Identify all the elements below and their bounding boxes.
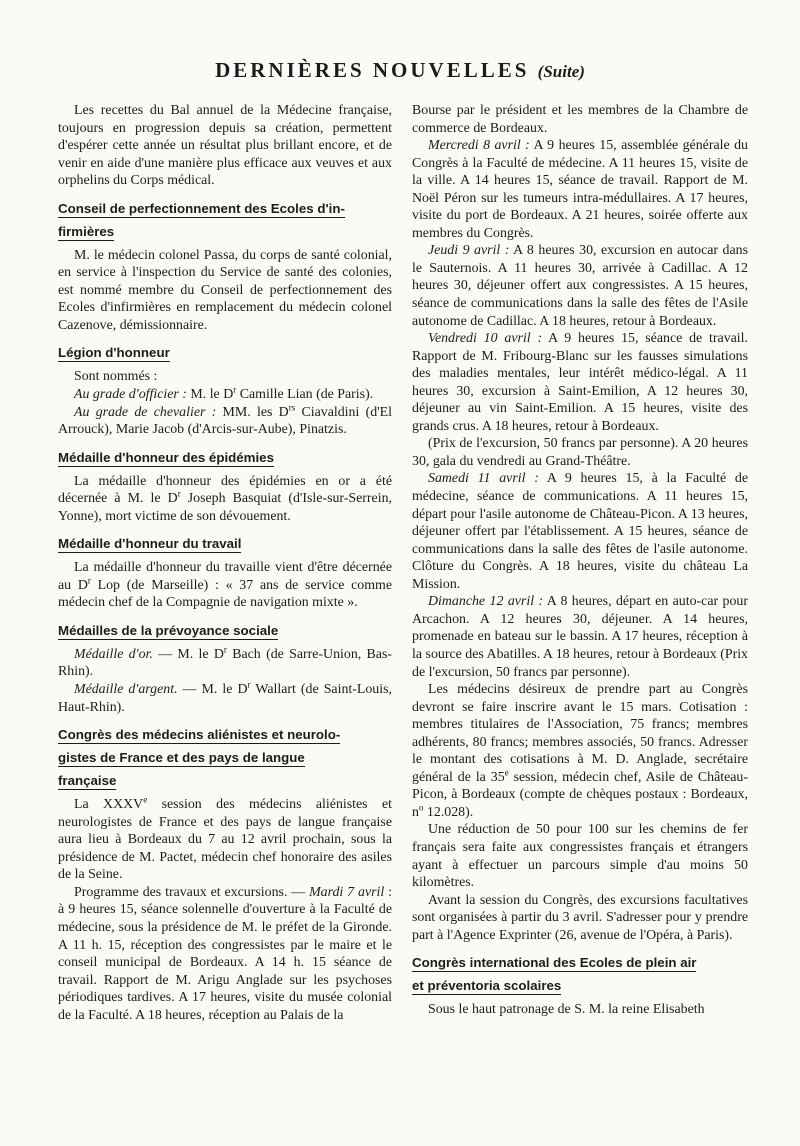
paragraph-legion-intro: Sont nommés :	[74, 369, 158, 385]
legion-officier-text-b: Camille Lian (de Paris).	[236, 387, 374, 403]
heading-prevoyance-text: Médailles de la prévoyance sociale	[58, 622, 279, 638]
programme-day: Mardi 7 avril	[309, 884, 385, 900]
cotisation-sup: e	[504, 767, 509, 778]
prevoyance-or-sup: r	[223, 644, 227, 655]
paragraph-bourse: Bourse par le président et les membres de la Chambre de commerce de Bordeaux.	[412, 103, 748, 136]
paragraph-jeudi	[412, 242, 748, 330]
heading-congres-line1: Congrès des médecins aliénistes et neurolo-	[58, 727, 341, 743]
jeudi-label: Jeudi 9 avril :	[428, 243, 510, 259]
prevoyance-argent-text-b: Wallart (de Saint-Louis, Haut-Rhin).	[58, 682, 392, 715]
paragraph-conseil: M. le médecin colonel Passa, du corps de santé colonial, en service à l'inspection du Service de santé des colonies, est nommé membre du Conseil de perfectionnement des Ecoles d'infirmières en remplacement du médecin colonel Cazenove, démissionnaire.	[58, 247, 392, 333]
paragraph-mercredi	[412, 137, 748, 242]
prevoyance-or-label: Médaille d'or.	[74, 646, 153, 662]
legion-chevalier-text-b: Ciavaldini (d'El Arrouck), Marie Jacob (d'Arcis-sur-Aube), Pinatzis.	[58, 404, 393, 438]
heading-congres-line2: gistes de France et des pays de langue	[58, 750, 305, 766]
paragraph-avant: Avant la session du Congrès, des excursions facultatives sont organisées à partir du 3 avril. S'adresser pour y prendre part à l'Agence Exprinter (26, avenue de l'Opéra, à Paris).	[412, 892, 748, 943]
paragraph-travail	[58, 559, 392, 612]
heading-prevoyance	[58, 619, 392, 642]
paragraph-congres	[58, 796, 392, 884]
paragraph-dimanche	[412, 593, 748, 681]
paragraph-samedi	[412, 470, 748, 593]
samedi-text: A 9 heures 15, à la Faculté de médecine, séance de communications. A 11 heures 15, départ pour l'asile autonome de Château-Picon. A 13 heures, déjeuner offert par l'établissement. A 15 heures, séance de communications dans la salle des fêtes de l'asile autonome. Clôture du Congrès. A 18 heures, visite du château La Mission.	[412, 471, 749, 592]
heading-plein-air-line1: Congrès international des Ecoles de plein air	[412, 955, 697, 971]
travail-text-a: La médaille d'honneur du travaille vient d'être décernée au D	[58, 560, 392, 593]
congres-text-a: La XXXV	[74, 797, 144, 813]
heading-congres-line3: française	[58, 773, 117, 789]
paragraph-patronage: Sous le haut patronage de S. M. la reine Elisabeth	[428, 1002, 705, 1018]
epidemies-text-a: La médaille d'honneur des épidémies en or a été décernée à M. le D	[58, 473, 392, 507]
prevoyance-or-text-a: — M. le D	[152, 646, 224, 662]
paragraph-prix-excursion: (Prix de l'excursion, 50 francs par personne). A 20 heures 30, gala du vendredi au Grand-Théâtre.	[412, 436, 748, 469]
heading-legion	[58, 341, 392, 364]
legion-officier-text-a: M. le D	[186, 387, 234, 403]
programme-text-b: : à 9 heures 15, séance solennelle d'ouverture à la Faculté de médecine, sous la présidence de M. le préfet de la Gironde. A 11 h. 15, réception des congressistes par le maire et le conseil municipal de Bordeaux. A 14 h. 15 séance de travail. Rapport de M. Arigu Anglade sur les psychoses périodiques tardives. A 17 heures, visite du musée colonial de la Faculté. A 18 heures, réception au Palais de la	[58, 884, 392, 1023]
samedi-label: Samedi 11 avril :	[428, 471, 539, 487]
congres-sup: e	[143, 794, 148, 805]
vendredi-text: A 9 heures 15, séance de travail. Rapport de M. Fribourg-Blanc sur les fausses simulations des maladies mentales, leur intérêt médico-légal. A 11 heures 30, excursion à Saint-Emilion, A 12 heures 30, déjeuner au vin Saint-Emilion. A 15 heures, visite des grands crus. A 18 heures, retour à Bordeaux.	[412, 331, 748, 434]
jeudi-text: A 8 heures 30, excursion en autocar dans le Sauternois. A 11 heures 30, arrivée à Cadillac. A 12 heures 30, déjeuner offert aux congressistes. A 15 heures, séance de communications dans la salle des fêtes de l'Asile autonome de Cadillac. A 18 heures, retour à Bordeaux.	[412, 243, 748, 329]
paragraph-legion-chevalier	[58, 401, 393, 439]
paragraph-programme	[58, 884, 392, 1024]
paragraph-vendredi	[412, 330, 748, 435]
heading-congres	[58, 723, 392, 792]
paragraph-bal: Les recettes du Bal annuel de la Médecine française, toujours en progression depuis sa création, permettent d'espérer cette année un résultat plus brillant encore, et de venir en aide d'une manière plus efficace aux veuves et aux orphelins du Corps médical.	[58, 103, 392, 189]
legion-chevalier-label: Au grade de chevalier :	[74, 404, 217, 420]
prevoyance-argent-sup: r	[247, 679, 251, 690]
prevoyance-or-text-b: Bach (de Sarre-Union, Bas-Rhin).	[58, 646, 393, 680]
left-column	[58, 102, 392, 1024]
heading-conseil	[58, 197, 392, 243]
dimanche-text: A 8 heures, départ en auto-car pour Arcachon. A 12 heures 30, déjeuner. A 14 heures, promenade en bateau sur le bassin. A 17 heures, réception à la source des Abatilles. A 18 heures, retour à Bordeaux (Prix de l'excursion, 50 francs par personne).	[412, 594, 748, 680]
paragraph-prevoyance-argent	[58, 681, 392, 716]
paragraph-cotisation	[412, 681, 748, 821]
epidemies-text-b: Joseph Basquiat (d'Isle-sur-Serrein, Yonne), mort victime de son dévouement.	[58, 491, 392, 524]
paragraph-reduction: Une réduction de 50 pour 100 sur les chemins de fer français sera faite aux congressistes français et étrangers ayant à effectuer un parcours simple d'au moins 50 kilomètres.	[412, 822, 748, 891]
cotisation-text-a: Les médecins désireux de prendre part au Congrès devront se faire inscrire avant le 15 mars. Cotisation : membres titulaires de l'Association, 75 francs; membres adhérents, 80 francs; membres associés, 50 francs. Adresser le montant des cotisations à M. D. Anglade, secrétaire général de la 35	[412, 682, 748, 785]
page-title	[0, 58, 800, 83]
heading-plein-air	[412, 951, 748, 997]
heading-legion-text: Légion d'honneur	[58, 345, 170, 361]
epidemies-sup: r	[177, 488, 181, 499]
cotisation-sup2: o	[418, 802, 424, 813]
prevoyance-argent-text-a: — M. le D	[177, 682, 248, 698]
heading-conseil-line1: Conseil de perfectionnement des Ecoles d'in-	[58, 200, 345, 216]
heading-travail-text: Médaille d'honneur du travail	[58, 536, 242, 552]
heading-epidemies-text: Médaille d'honneur des épidémies	[58, 449, 274, 465]
dimanche-label: Dimanche 12 avril :	[428, 594, 544, 610]
cotisation-text-c: 12.028).	[423, 804, 474, 820]
heading-plein-air-line2: et préventoria scolaires	[412, 978, 562, 994]
travail-text-b: Lop (de Marseille) : « 37 ans de service comme médecin chef de la Compagnie de navigation mixte ».	[58, 577, 392, 611]
mercredi-text: A 9 heures 15, assemblée générale du Congrès à la Faculté de médecine. A 11 heures 15, visite de la ville. A 14 heures 15, séance de travail. Rapport de M. Noël Péron sur les tumeurs intra-médullaires. A 17 heures, visite du port de Bordeaux. A 21 heures, soirée offerte aux membres du Congrès.	[412, 138, 748, 241]
paragraph-legion-officier	[58, 386, 392, 404]
congres-text-b: session des médecins aliénistes et neurologistes de France et des pays de langue française aura lieu à Bordeaux du 7 au 12 avril prochain, sous la présidence de M. Pactet, médecin chef honoraire des asiles de la Seine.	[58, 797, 393, 883]
travail-sup: r	[87, 575, 91, 586]
legion-chevalier-text-a: MM. les D	[216, 404, 289, 420]
cotisation-text-b: session, médecin chef, Asile de Château-Picon, à Bordeaux (compte de chèques postaux : Bordeaux, n	[412, 769, 748, 820]
page-title-suffix: (Suite)	[537, 62, 585, 81]
paragraph-epidemies	[58, 473, 392, 526]
legion-chevalier-sup: rs	[288, 401, 296, 412]
heading-travail	[58, 532, 392, 555]
paragraph-prevoyance-or	[58, 646, 392, 681]
right-column	[412, 102, 748, 1019]
heading-epidemies	[58, 446, 392, 469]
page-title-text: DERNIÈRES NOUVELLES	[215, 58, 530, 82]
vendredi-label: Vendredi 10 avril :	[428, 331, 543, 347]
legion-officier-sup: r	[233, 384, 237, 395]
mercredi-label: Mercredi 8 avril :	[428, 138, 530, 154]
programme-text-a: Programme des travaux et excursions. —	[74, 884, 310, 900]
legion-officier-label: Au grade d'officier :	[74, 387, 187, 403]
heading-conseil-line2: firmières	[58, 223, 115, 239]
prevoyance-argent-label: Médaille d'argent.	[74, 682, 178, 698]
